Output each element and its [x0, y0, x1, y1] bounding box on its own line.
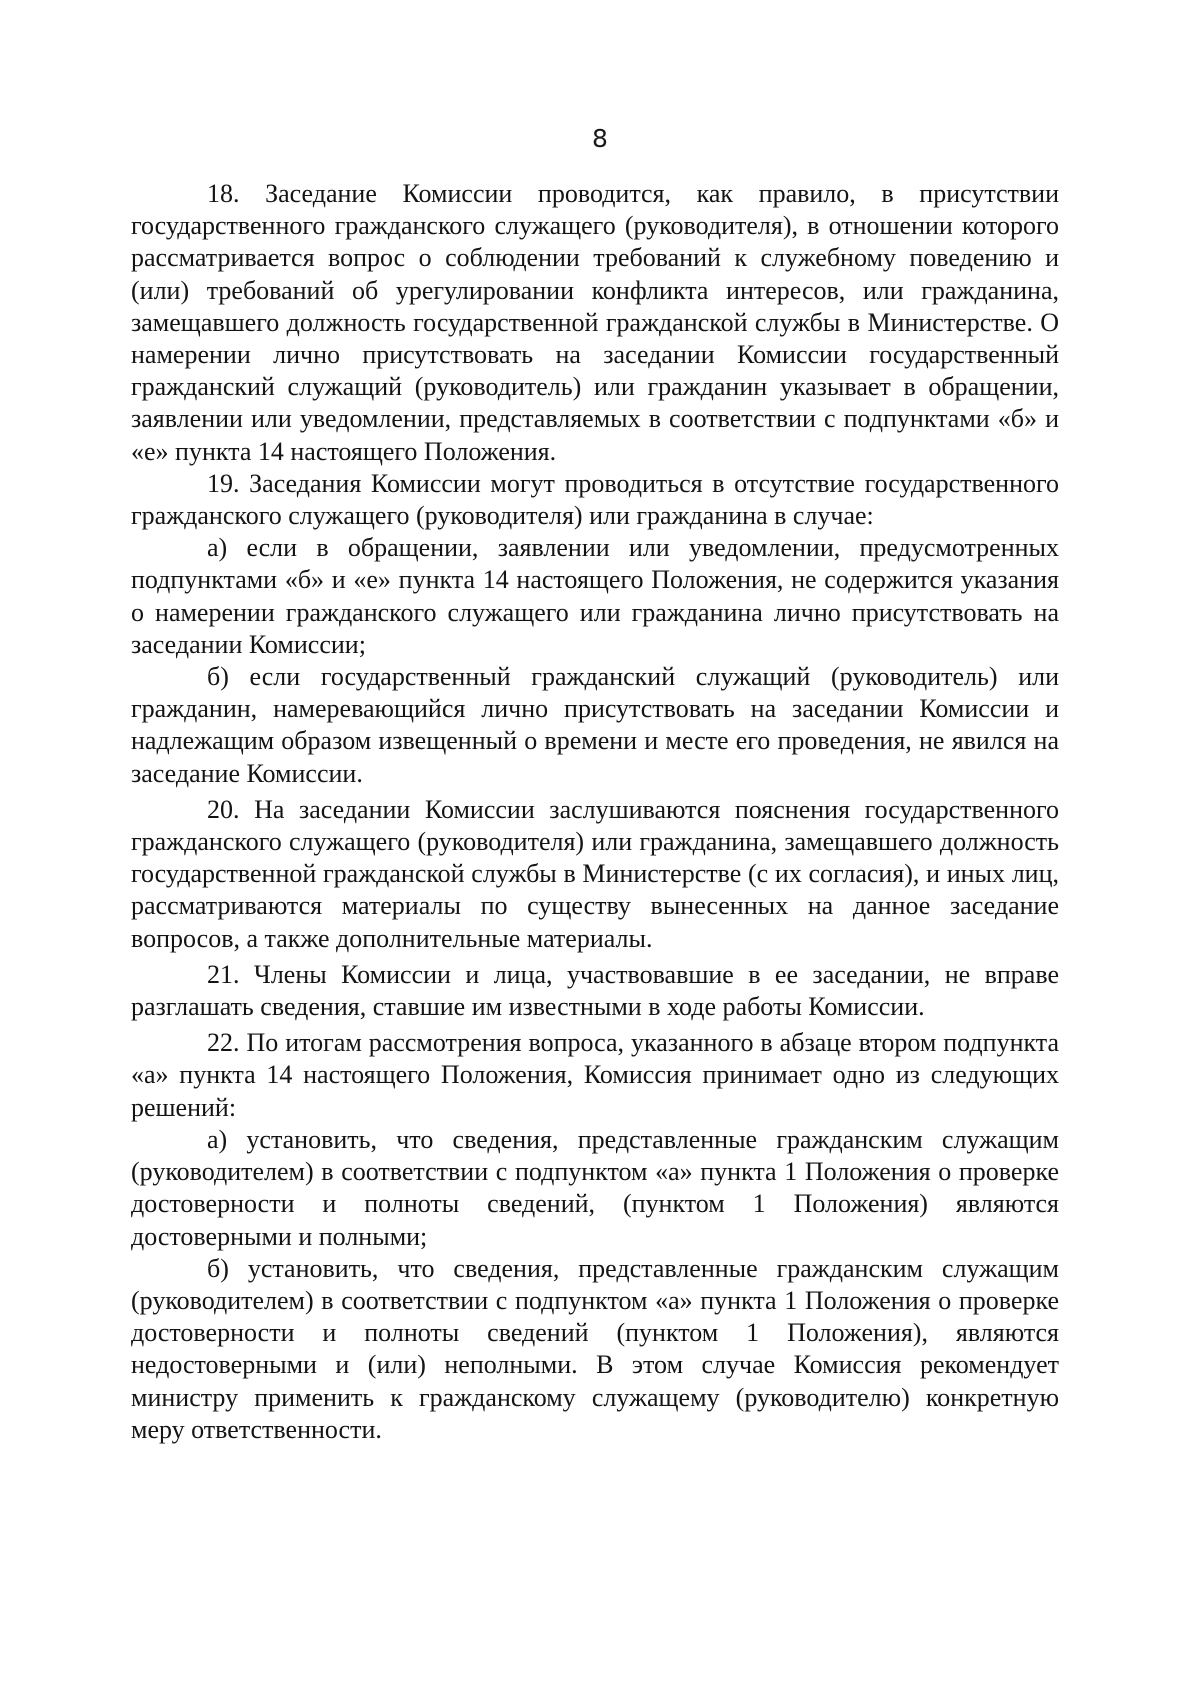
- paragraph-22: 22. По итогам рассмотрения вопроса, указанного в абзаце втором подпункта «а» пункта 14 настоящего Положения, Комиссия принимает одно из следующих решений:: [131, 1028, 1059, 1122]
- page-number: 8: [592, 124, 608, 153]
- paragraph-20: 20. На заседании Комиссии заслушиваются пояснения государственного гражданского служащего (руководителя) или гражданина, замещавшего должность государственной гражданской службы в Министерстве (с их согласия), и иных лиц, рассматриваются материалы по существу вынесенных на данное заседание вопросов, а также дополнительные материалы.: [131, 794, 1059, 953]
- paragraph-22-b: б) установить, что сведения, представленные гражданским служащим (руководителем) в соответствии с подпунктом «а» пункта 1 Положения о проверке достоверности и полноты сведений (пунктом 1 Положения), являются недостоверными и (или) неполными. В этом случае Комиссия рекомендует министру применить к гражданскому служащему (руководителю) конкретную меру ответственности.: [131, 1253, 1059, 1444]
- paragraph-19-a: а) если в обращении, заявлении или уведомлении, предусмотренных подпунктами «б» и «е» пункта 14 настоящего Положения, не содержится указания о намерении гражданского служащего или гражданина лично присутствовать на заседании Комиссии;: [131, 533, 1059, 659]
- paragraph-19-b: б) если государственный гражданский служащий (руководитель) или гражданин, намеревающийся лично присутствовать на заседании Комиссии и надлежащим образом извещенный о времени и месте его проведения, не явился на заседание Комиссии.: [131, 662, 1059, 788]
- document-body: [131, 178, 1059, 1446]
- paragraph-21: 21. Члены Комиссии и лица, участвовавшие в ее заседании, не вправе разглашать сведения, ставшие им известными в ходе работы Комиссии.: [131, 959, 1059, 1022]
- paragraph-19: 19. Заседания Комиссии могут проводиться в отсутствие государственного гражданского служащего (руководителя) или гражданина в случае:: [131, 468, 1059, 531]
- paragraph-22-a: а) установить, что сведения, представленные гражданским служащим (руководителем) в соответствии с подпунктом «а» пункта 1 Положения о проверке достоверности и полноты сведений, (пунктом 1 Положения) являются достоверными и полными;: [131, 1124, 1059, 1251]
- paragraph-18: 18. Заседание Комиссии проводится, как правило, в присутствии государственного гражданского служащего (руководителя), в отношении которого рассматривается вопрос о соблюдении требований к служебному поведению и (или) требований об урегулировании конфликта интересов, или гражданина, замещавшего должность государственной гражданской службы в Министерстве. О намерении лично присутствовать на заседании Комиссии государственный гражданский служащий (руководитель) или гражданин указывает в обращении, заявлении или уведомлении, представляемых в соответствии с подпунктами «б» и «е» пункта 14 настоящего Положения.: [131, 179, 1059, 466]
